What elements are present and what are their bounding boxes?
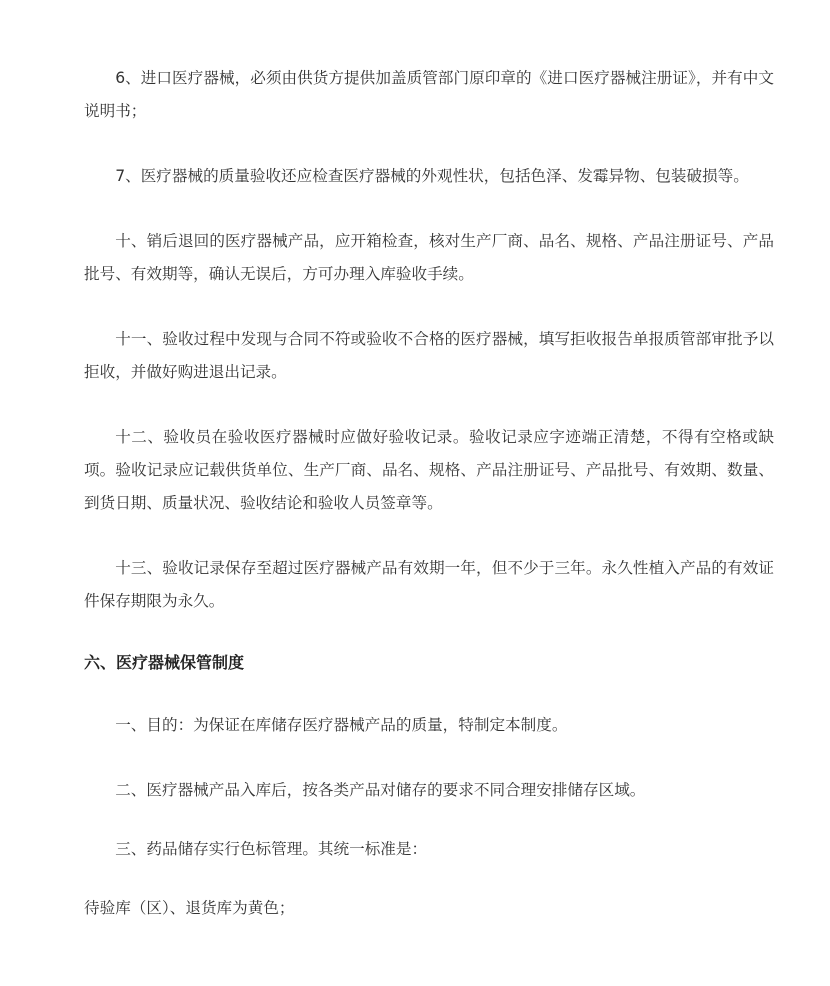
paragraph: 十二、验收员在验收医疗器械时应做好验收记录。验收记录应字迹端正清楚，不得有空格或缺项。验收记录应记载供货单位、生产厂商、品名、规格、产品注册证号、产品批号、有效期、数量、到货日期、质量状况、验收结论和验收人员签章等。 — [84, 428, 774, 512]
paragraph: 十、销后退回的医疗器械产品，应开箱检查，核对生产厂商、品名、规格、产品注册证号、产品批号、有效期等，确认无误后，方可办理入库验收手续。 — [84, 232, 774, 283]
paragraph: 一、目的：为保证在库储存医疗器械产品的质量，特制定本制度。 — [115, 716, 568, 734]
paragraph: 待验库（区）、退货库为黄色； — [84, 899, 295, 917]
paragraph: 三、药品储存实行色标管理。其统一标准是： — [115, 840, 428, 858]
paragraph: 十三、验收记录保存至超过医疗器械产品有效期一年，但不少于三年。永久性植入产品的有效证件保存期限为永久。 — [84, 559, 774, 610]
document-body — [84, 62, 774, 957]
paragraph: 7、医疗器械的质量验收还应检查医疗器械的外观性状，包括色泽、发霉异物、包装破损等。 — [115, 167, 749, 185]
paragraph: 二、医疗器械产品入库后，按各类产品对储存的要求不同合理安排储存区域。 — [115, 781, 646, 799]
section-heading: 六、医疗器械保管制度 — [84, 653, 245, 672]
paragraph: 6、进口医疗器械，必须由供货方提供加盖质管部门原印章的《进口医疗器械注册证》，并有中文说明书； — [84, 69, 774, 120]
paragraph: 十一、验收过程中发现与合同不符或验收不合格的医疗器械，填写拒收报告单报质管部审批予以拒收，并做好购进退出记录。 — [84, 330, 774, 381]
